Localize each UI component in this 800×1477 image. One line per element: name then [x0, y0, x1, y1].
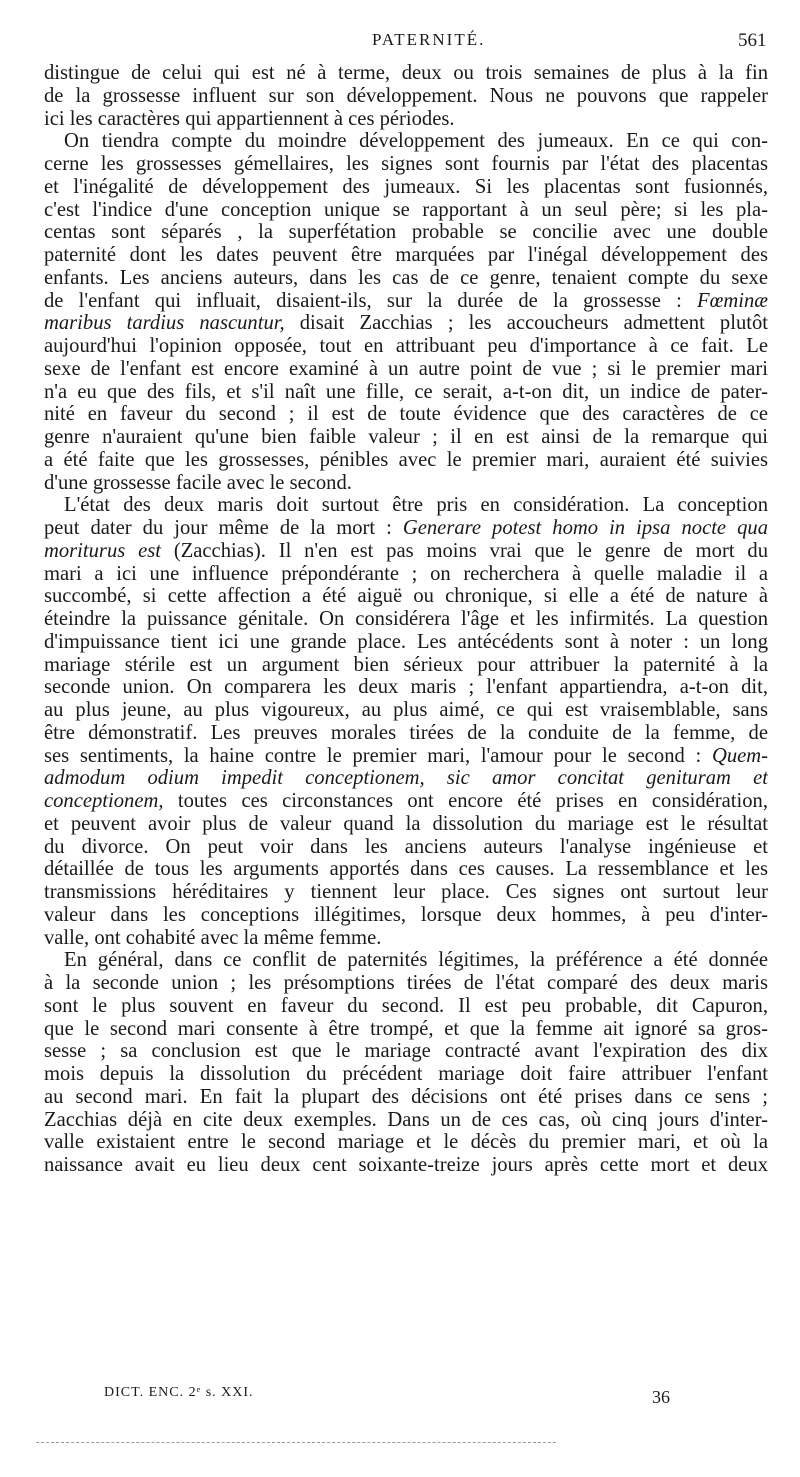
text-line	[44, 1131, 768, 1154]
text-run: sesse ; sa conclusion est que le mariage contracté avant l'expiration des dix	[44, 1040, 768, 1063]
text-line	[44, 927, 768, 950]
text-line	[44, 199, 768, 222]
text-line	[44, 267, 768, 290]
text-run: sexe de l'enfant est encore examiné à un autre point de vue ; si le premier mari	[44, 357, 768, 380]
text-run: toutes ces circonstances ont encore été prises en considération,	[163, 790, 768, 812]
printer-signature: DICT. ENC. 2ᵉ s. XXI.	[104, 1385, 254, 1400]
sheet-number: 36	[652, 1387, 670, 1407]
running-head	[0, 30, 800, 56]
text-run: Zacchias déjà en cite deux exemples. Dans un de ces cas, où cinq jours d'inter-	[44, 1108, 768, 1131]
text-run: sont le plus souvent en faveur du second. Il est peu probable, dit Capuron,	[44, 994, 768, 1017]
text-run: (Zacchias). Il n'en est pas moins vrai que le genre de mort du	[160, 539, 768, 562]
page-number: 561	[738, 30, 767, 51]
italic-quote: Quem-	[711, 744, 768, 767]
italic-quote: maribus tardius nascuntur,	[44, 312, 285, 335]
text-run: être démonstratif. Les preuves morales tirées de la conduite de la femme, de	[44, 721, 768, 744]
text-line	[44, 517, 768, 540]
text-line	[44, 130, 768, 153]
text-line	[44, 1063, 768, 1086]
text-line	[44, 1086, 768, 1109]
paragraph	[44, 494, 768, 949]
text-line	[44, 722, 768, 745]
text-line	[44, 1109, 768, 1132]
text-run: disait Zacchias ; les accoucheurs admettent plutôt	[284, 312, 768, 335]
text-line	[44, 699, 768, 722]
text-line	[44, 767, 768, 790]
text-run: au plus jeune, au plus vigoureux, au plus aimé, ce qui est vraisemblable, sans	[44, 699, 768, 721]
text-line	[44, 153, 768, 176]
scan-edge-mark	[36, 1442, 556, 1443]
text-line	[44, 494, 768, 517]
italic-quote: conceptionem,	[44, 790, 164, 812]
text-run: distingue de celui qui est né à terme, deux ou trois semaines de plus à la fin	[44, 62, 768, 84]
text-line	[44, 1154, 768, 1177]
text-line	[44, 972, 768, 995]
text-line	[44, 1040, 768, 1063]
text-run: d'une grossesse facile avec le second.	[44, 471, 352, 494]
text-run: paternité dont les dates peuvent être marquées par l'inégal développement des	[44, 244, 768, 266]
text-line	[44, 108, 768, 131]
text-run: nité en faveur du second ; il est de toute évidence que des caractères de ce	[44, 403, 768, 426]
text-run: L'état des deux maris doit surtout être pris en considération. La conception	[64, 494, 768, 517]
paragraph	[44, 62, 768, 130]
italic-quote: Generare potest homo in ipsa nocte qua	[402, 517, 768, 539]
text-run: valle existaient entre le second mariage et le décès du premier mari, et où la	[44, 1131, 768, 1154]
text-line	[44, 790, 768, 813]
text-run: enfants. Les anciens auteurs, dans les cas de ce genre, tenaient compte du sexe	[44, 266, 768, 289]
text-line	[44, 631, 768, 654]
text-run: du divorce. On peut voir dans les anciens auteurs l'analyse ingénieuse et	[44, 835, 768, 858]
text-run: aujourd'hui l'opinion opposée, tout en attribuant peu d'importance à ce fait. Le	[44, 335, 768, 357]
text-line	[44, 449, 768, 472]
text-run: On tiendra compte du moindre développement des jumeaux. En ce qui con-	[64, 130, 768, 153]
text-run: n'a eu que des fils, et s'il naît une fille, ce serait, a-t-on dit, un indice de pater-	[44, 380, 768, 403]
text-line	[44, 813, 768, 836]
italic-quote: Fœminæ	[697, 289, 768, 312]
text-run: à la seconde union ; les présomptions tirées de l'état comparé des deux maris	[44, 972, 768, 994]
text-line	[44, 85, 768, 108]
text-line	[44, 381, 768, 404]
text-line	[44, 563, 768, 586]
body-text	[44, 62, 768, 1177]
text-run: seconde union. On comparera les deux maris ; l'enfant appartiendra, a-t-on dit,	[44, 676, 768, 699]
paragraph	[44, 949, 768, 1177]
text-line	[44, 472, 768, 495]
text-run: centas sont séparés , la superfétation probable se concilie avec une double	[44, 221, 768, 244]
text-run: En général, dans ce conflit de paternités légitimes, la préférence a été donnée	[64, 949, 768, 972]
text-run: mari a ici une influence prépondérante ; on recherchera à quelle maladie il a	[44, 562, 768, 585]
text-run: mois depuis la dissolution du précédent mariage doit faire attribuer l'enfant	[44, 1063, 768, 1085]
text-run: genre n'auraient qu'une bien faible valeur ; il en est ainsi de la remarque qui	[44, 426, 768, 448]
text-line	[44, 221, 768, 244]
text-line	[44, 176, 768, 199]
text-line	[44, 540, 768, 563]
text-run: et l'inégalité de développement des jumeaux. Si les placentas sont fusionnés,	[44, 175, 768, 198]
text-line	[44, 654, 768, 677]
text-run: valle, ont cohabité avec la même femme.	[44, 926, 382, 949]
text-run: cerne les grossesses gémellaires, les signes sont fournis par l'état des placentas	[44, 153, 768, 175]
text-line	[44, 290, 768, 313]
text-run: de l'enfant qui influait, disaient-ils, sur la durée de la grossesse :	[44, 289, 698, 312]
text-line	[44, 426, 768, 449]
text-line	[44, 904, 768, 927]
text-line	[44, 585, 768, 608]
text-run: que le second mari consente à être trompé, et que la femme ait ignoré sa gros-	[44, 1017, 768, 1040]
text-run: d'impuissance tient ici une grande place. Les antécédents sont à noter : un long	[44, 630, 768, 653]
text-line	[44, 244, 768, 267]
text-line	[44, 1018, 768, 1041]
text-line	[44, 676, 768, 699]
running-title: PATERNITÉ.	[372, 30, 486, 49]
text-line	[44, 881, 768, 904]
text-run: et peuvent avoir plus de valeur quand la dissolution du mariage est le résultat	[44, 812, 768, 835]
text-line	[44, 335, 768, 358]
text-run: a été faite que les grossesses, pénibles avec le premier mari, auraient été suivies	[44, 448, 768, 471]
text-run: au second mari. En fait la plupart des décisions ont été prises dans ce sens ;	[44, 1085, 768, 1108]
text-run: naissance avait eu lieu deux cent soixante-treize jours après cette mort et deux	[44, 1154, 768, 1176]
text-run: mariage stérile est un argument bien sérieux pour attribuer la paternité à la	[44, 653, 768, 676]
text-run: peut dater du jour même de la mort :	[44, 517, 403, 539]
text-run: transmissions héréditaires y tiennent leur place. Ces signes ont surtout leur	[44, 881, 768, 903]
page-footer	[0, 1385, 800, 1415]
text-line	[44, 312, 768, 335]
text-run: succombé, si cette affection a été aiguë ou chronique, si elle a été de nature à	[44, 585, 768, 608]
paragraph	[44, 130, 768, 494]
italic-quote: moriturus est	[44, 539, 161, 562]
text-line	[44, 745, 768, 768]
text-line	[44, 949, 768, 972]
text-run: ici les caractères qui appartiennent à ces périodes.	[44, 107, 455, 130]
text-run: éteindre la puissance génitale. On considérera l'âge et les infirmités. La question	[44, 608, 768, 630]
text-run: c'est l'indice d'une conception unique se rapportant à un seul père; si les pla-	[44, 198, 768, 221]
text-run: ses sentiments, la haine contre le premier mari, l'amour pour le second :	[44, 744, 712, 767]
text-line	[44, 995, 768, 1018]
italic-quote: admodum odium impedit conceptionem, sic amor concitat genituram et	[44, 767, 768, 790]
text-run: de la grossesse influent sur son développement. Nous ne pouvons que rappeler	[44, 84, 768, 107]
text-line	[44, 858, 768, 881]
text-line	[44, 836, 768, 859]
text-line	[44, 403, 768, 426]
text-line	[44, 608, 768, 631]
text-run: valeur dans les conceptions illégitimes, lorsque deux hommes, à peu d'inter-	[44, 903, 768, 926]
text-line	[44, 358, 768, 381]
text-run: détaillée de tous les arguments apportés dans ces causes. La ressemblance et les	[44, 858, 768, 881]
text-line	[44, 62, 768, 85]
